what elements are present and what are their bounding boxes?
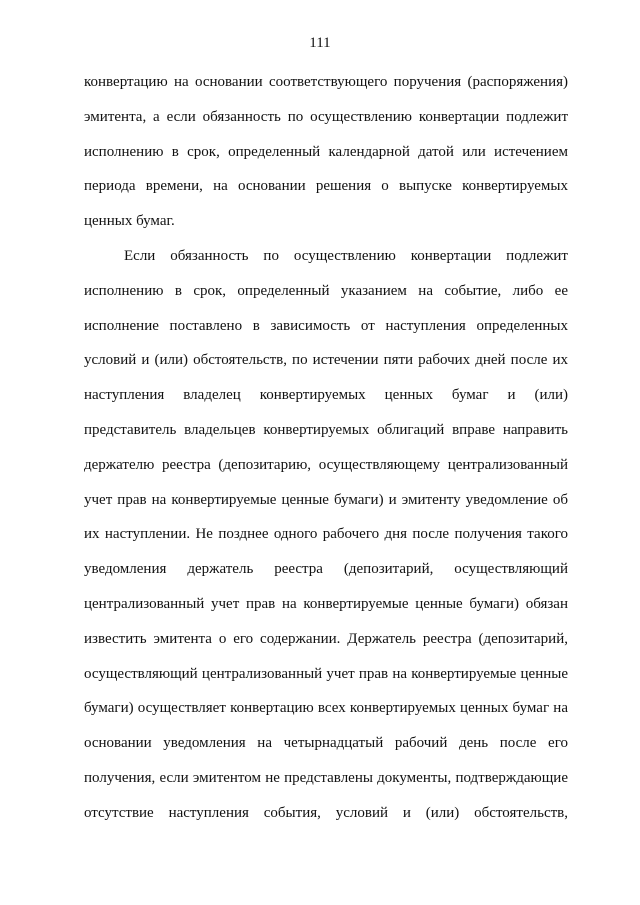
text-line: условий и (или) обстоятельств, по истечении пяти рабочих дней после их	[84, 352, 568, 369]
text-line: периода времени, на основании решения о выпуске конвертируемых	[84, 178, 568, 195]
text-line: учет прав на конвертируемые ценные бумаги) и эмитенту уведомление об	[84, 491, 568, 508]
text-line: держателю реестра (депозитарию, осуществляющему централизованный	[84, 456, 568, 473]
paragraph-2	[84, 247, 568, 839]
text-line: ценных бумаг.	[84, 213, 175, 230]
text-line: осуществляющий централизованный учет прав на конвертируемые ценные	[84, 665, 568, 682]
text-line: централизованный учет прав на конвертируемые ценные бумаги) обязан	[84, 595, 568, 612]
text-line: отсутствие наступления события, условий и (или) обстоятельств,	[84, 804, 568, 821]
text-line: основании уведомления на четырнадцатый рабочий день после его	[84, 735, 568, 752]
text-line: их наступлении. Не позднее одного рабочего дня после получения такого	[84, 526, 568, 543]
text-line: Если обязанность по осуществлению конвертации подлежит	[124, 248, 568, 264]
text-line: исполнению в срок, определенный календарной датой или истечением	[84, 143, 568, 160]
text-line: уведомления держатель реестра (депозитарий, осуществляющий	[84, 561, 568, 578]
text-line: исполнению в срок, определенный указанием на событие, либо ее	[84, 282, 568, 299]
text-line: исполнение поставлено в зависимость от наступления определенных	[84, 317, 568, 334]
text-line: конвертацию на основании соответствующего поручения (распоряжения)	[84, 74, 568, 90]
text-line: наступления владелец конвертируемых ценных бумаг и (или)	[84, 387, 568, 404]
text-line: представитель владельцев конвертируемых облигаций вправе направить	[84, 421, 568, 438]
page-number: 111	[309, 35, 331, 51]
text-line: получения, если эмитентом не представлены документы, подтверждающие	[84, 769, 568, 786]
text-line: эмитента, а если обязанность по осуществлению конвертации подлежит	[84, 108, 568, 125]
text-line: бумаги) осуществляет конвертацию всех конвертируемых ценных бумаг на	[84, 700, 568, 717]
paragraph-1	[84, 73, 568, 247]
text-line: известить эмитента о его содержании. Держатель реестра (депозитарий,	[84, 630, 568, 647]
